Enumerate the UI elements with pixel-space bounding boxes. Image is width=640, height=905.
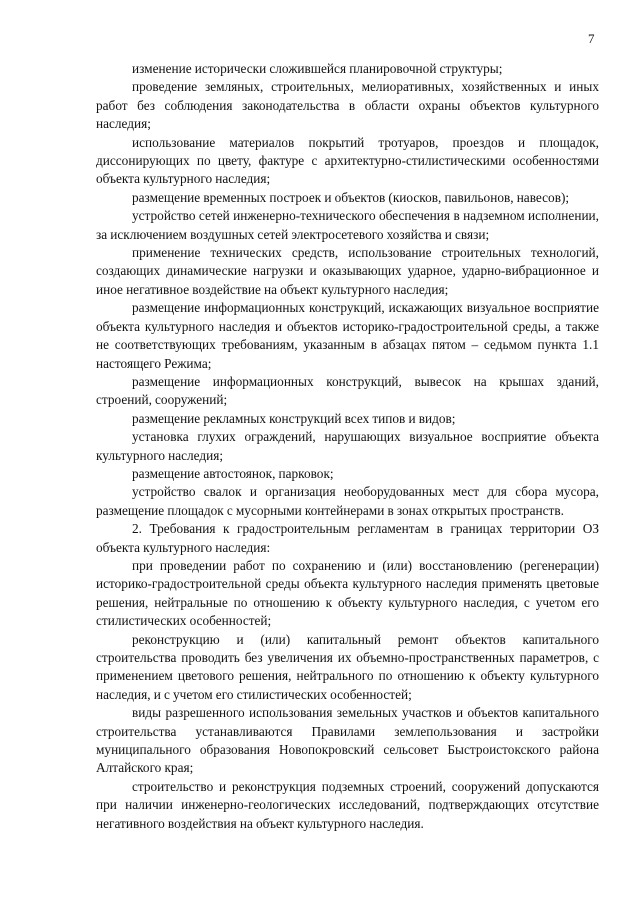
paragraph: применение технических средств, использование строительных технологий, создающих динамические нагрузки и оказывающих ударное, ударно-вибрационное и иное негативное воздействие на объект культурного наследия; — [96, 245, 599, 297]
paragraph: реконструкцию и (или) капитальный ремонт объектов капитального строительства проводить без увеличения их объемно-пространственных параметров, с применением цветового решения, нейтрального по отношению к объекту культурного наследия, и с учетом его стилистических особенностей; — [96, 631, 599, 702]
paragraph: установка глухих ограждений, нарушающих визуальное восприятие объекта культурного наследия; — [96, 429, 599, 463]
paragraph: размещение информационных конструкций, вывесок на крышах зданий, строений, сооружений; — [96, 373, 599, 408]
paragraph: строительство и реконструкция подземных строений, сооружений допускаются при наличии инженерно-геологических исследований, подтверждающих отсутствие негативного воздействия на объект культурного наследия. — [96, 778, 599, 831]
page-number: 7 — [588, 31, 595, 46]
paragraph: устройство сетей инженерно-технического обеспечения в надземном исполнении, за исключением воздушных сетей электросетевого хозяйства и связи; — [96, 208, 599, 242]
paragraph: использование материалов покрытий тротуаров, проездов и площадок, диссонирующих по цвету, фактуре с архитектурно-стилистическими особенностями объекта культурного наследия; — [96, 134, 599, 187]
document-body — [96, 60, 599, 833]
paragraph: виды разрешенного использования земельных участков и объектов капитального строительства устанавливаются Правилами землепользования и застройки муниципального образования Новопокровский сельсовет Быстроистокского района Алтайского края; — [96, 705, 599, 776]
paragraph: размещение автостоянок, парковок; — [132, 465, 334, 481]
paragraph: проведение земляных, строительных, мелиоративных, хозяйственных и иных работ без соблюдения законодательства в области охраны объектов культурного наследия; — [96, 79, 599, 132]
paragraph: устройство свалок и организация необорудованных мест для сбора мусора, размещение площадок с мусорными контейнерами в зонах открытых пространств. — [96, 484, 599, 518]
paragraph: при проведении работ по сохранению и (или) восстановлению (регенерации) историко-градостроительной среды объекта культурного наследия применять цветовые решения, нейтральные по отношению к объекту культурного наследия, с учетом его стилистических особенностей; — [96, 557, 599, 629]
paragraph: размещение рекламных конструкций всех типов и видов; — [132, 410, 456, 426]
paragraph: изменение исторически сложившейся планировочной структуры; — [132, 61, 503, 76]
paragraph: размещение временных построек и объектов (киосков, павильонов, навесов); — [132, 189, 570, 205]
paragraph: размещение информационных конструкций, искажающих визуальное восприятие объекта культурного наследия и объектов историко-градостроительной среды, а также не соответствующих требованиям, указанным в абзацах пятом – седьмом пункта 1.1 настоящего Режима; — [96, 300, 599, 371]
paragraph: 2. Требования к градостроительным регламентам в границах территории ОЗ объекта культурного наследия: — [96, 521, 599, 555]
